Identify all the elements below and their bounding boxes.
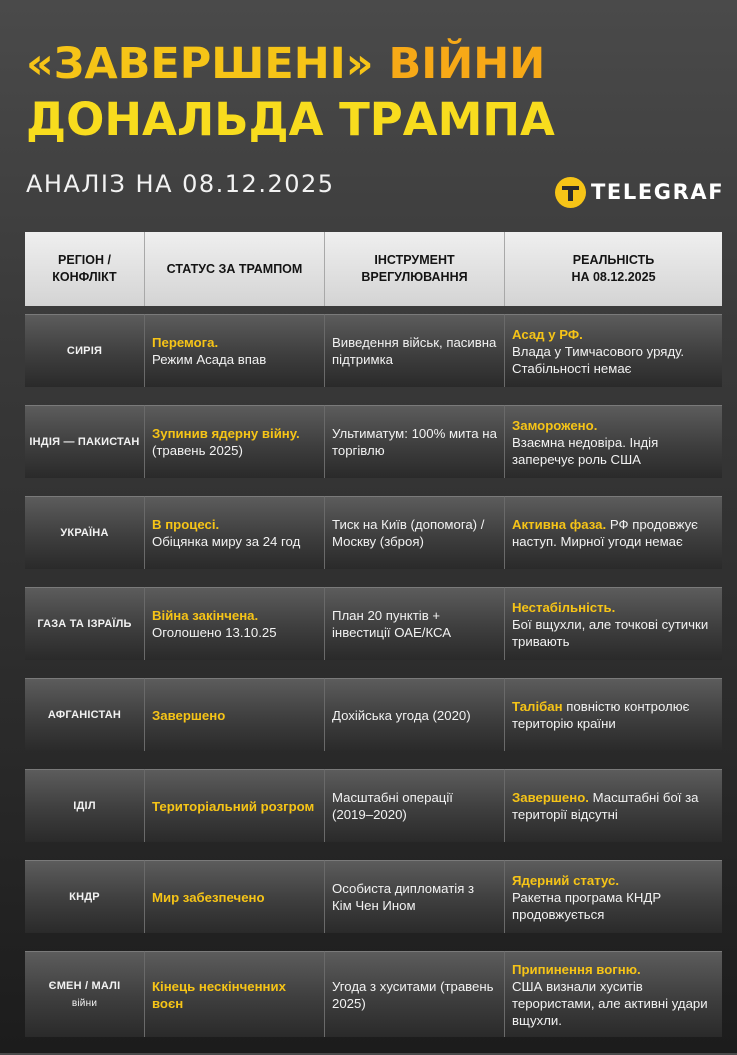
status-highlight: Війна закінчена. (152, 608, 259, 623)
status-cell (145, 314, 325, 387)
telegraf-logo (555, 176, 724, 208)
region-name: СИРІЯ (66, 344, 103, 357)
region-cell (25, 860, 145, 933)
tool-text: Масштабні операції (2019–2020) (332, 790, 453, 822)
reality-text: США визнали хуситів терористами, але активні удари вщухли. (512, 978, 708, 1028)
status-highlight: В процесі. (152, 517, 220, 532)
reality-highlight: Активна фаза. (512, 517, 607, 532)
region-name: ЄМЕН / МАЛІ (48, 979, 121, 992)
reality-cell (505, 678, 722, 751)
tool-cell (325, 769, 505, 842)
region-name: ІНДІЯ — ПАКИСТАН (29, 435, 140, 448)
reality-cell (505, 496, 722, 569)
reality-cell (505, 951, 722, 1037)
reality-highlight: Нестабільність. (512, 599, 616, 615)
reality-cell (505, 587, 722, 660)
status-text: (травень 2025) (152, 443, 243, 458)
table-row (25, 405, 722, 478)
region-name: КНДР (69, 890, 100, 903)
table-row (25, 769, 722, 842)
status-text: Оголошено 13.10.25 (152, 625, 277, 640)
tool-text: Угода з хуситами (травень 2025) (332, 978, 494, 1011)
page-title (26, 36, 555, 148)
region-cell (25, 405, 145, 478)
tool-text: Ультиматум: 100% мита на торгівлю (332, 426, 497, 458)
status-highlight: Мир забезпечено (152, 889, 265, 905)
reality-highlight: Заморожено. (512, 417, 598, 433)
tool-cell (325, 678, 505, 751)
reality-text: повністю контролює територію країни (512, 699, 690, 731)
tool-text: Виведення військ, пасивна підтримка (332, 335, 497, 367)
status-highlight: Завершено (152, 707, 226, 723)
status-cell (145, 769, 325, 842)
tool-cell (325, 314, 505, 387)
reality-highlight: Ядерний статус. (512, 872, 620, 888)
reality-text: Бої вщухли, але точкові сутички тривають (512, 616, 709, 649)
reality-text: Влада у Тимчасового уряду. Стабільності немає (512, 343, 685, 376)
status-cell (145, 951, 325, 1037)
reality-text: Взаємна недовіра. Індія заперечує роль США (512, 434, 659, 467)
reality-text: Ракетна програма КНДР продовжується (512, 889, 662, 922)
tool-text: Особиста дипломатія з Кім Чен Ином (332, 881, 475, 913)
column-header-status: СТАТУС ЗА ТРАМПОМ (145, 232, 325, 306)
reality-text: РФ продовжує наступ. Мирної угоди немає (512, 517, 698, 549)
region-name: ГАЗА ТА ІЗРАЇЛЬ (37, 617, 132, 630)
reality-cell (505, 860, 722, 933)
table-row (25, 496, 722, 569)
table-row (25, 314, 722, 387)
tool-cell (325, 405, 505, 478)
status-text: Режим Асада впав (152, 352, 267, 367)
telegraf-t-icon (555, 177, 586, 208)
table-row (25, 951, 722, 1037)
column-header-reality: РЕАЛЬНІСТЬ НА 08.12.2025 (505, 232, 722, 306)
logo-text: TELEGRAF (591, 180, 725, 204)
analysis-date-subtitle: АНАЛІЗ НА 08.12.2025 (26, 170, 335, 198)
region-cell (25, 496, 145, 569)
region-name: АФГАНІСТАН (47, 708, 122, 721)
tool-cell (325, 951, 505, 1037)
region-cell (25, 951, 145, 1037)
status-highlight: Зупинив ядерну війну. (152, 426, 300, 441)
region-cell (25, 678, 145, 751)
region-cell (25, 314, 145, 387)
reality-cell (505, 769, 722, 842)
title-line-1 (26, 36, 555, 92)
status-highlight: Перемога. (152, 335, 219, 350)
reality-highlight: Асад у РФ. (512, 326, 583, 342)
reality-cell (505, 314, 722, 387)
title-word-wars: ВІЙНИ (388, 39, 546, 89)
reality-cell (505, 405, 722, 478)
table-row (25, 860, 722, 933)
reality-highlight: Припинення вогню. (512, 961, 641, 977)
reality-highlight: Завершено. (512, 790, 589, 805)
tool-text: План 20 пунктів + інвестиції ОАЕ/КСА (332, 608, 452, 640)
status-cell (145, 405, 325, 478)
table-row (25, 678, 722, 751)
status-cell (145, 860, 325, 933)
column-header-tool: ІНСТРУМЕНТ ВРЕГУЛЮВАННЯ (325, 232, 505, 306)
table-row (25, 587, 722, 660)
status-cell (145, 678, 325, 751)
title-line-2: ДОНАЛЬДА ТРАМПА (26, 93, 555, 146)
title-quoted-word: «ЗАВЕРШЕНІ» (26, 39, 374, 89)
status-cell (145, 496, 325, 569)
status-cell (145, 587, 325, 660)
region-cell (25, 587, 145, 660)
table-header-row (25, 232, 722, 306)
tool-cell (325, 496, 505, 569)
status-highlight: Територіальний розгром (152, 798, 315, 814)
reality-text: Масштабні бої за території відсутні (512, 790, 699, 822)
region-name: УКРАЇНА (60, 526, 109, 539)
tool-text: Тиск на Київ (допомога) / Москву (зброя) (332, 517, 485, 549)
tool-cell (325, 587, 505, 660)
region-sub: війни (71, 997, 98, 1009)
column-header-region: РЕГІОН / КОНФЛІКТ (25, 232, 145, 306)
tool-cell (325, 860, 505, 933)
tool-text: Дохійська угода (2020) (332, 707, 471, 723)
region-name: ІДІЛ (73, 799, 96, 812)
region-cell (25, 769, 145, 842)
reality-highlight: Талібан (512, 699, 563, 714)
status-highlight: Кінець нескінченних воєн (152, 978, 286, 1011)
status-text: Обіцянка миру за 24 год (152, 534, 301, 549)
wars-table (25, 232, 722, 1055)
